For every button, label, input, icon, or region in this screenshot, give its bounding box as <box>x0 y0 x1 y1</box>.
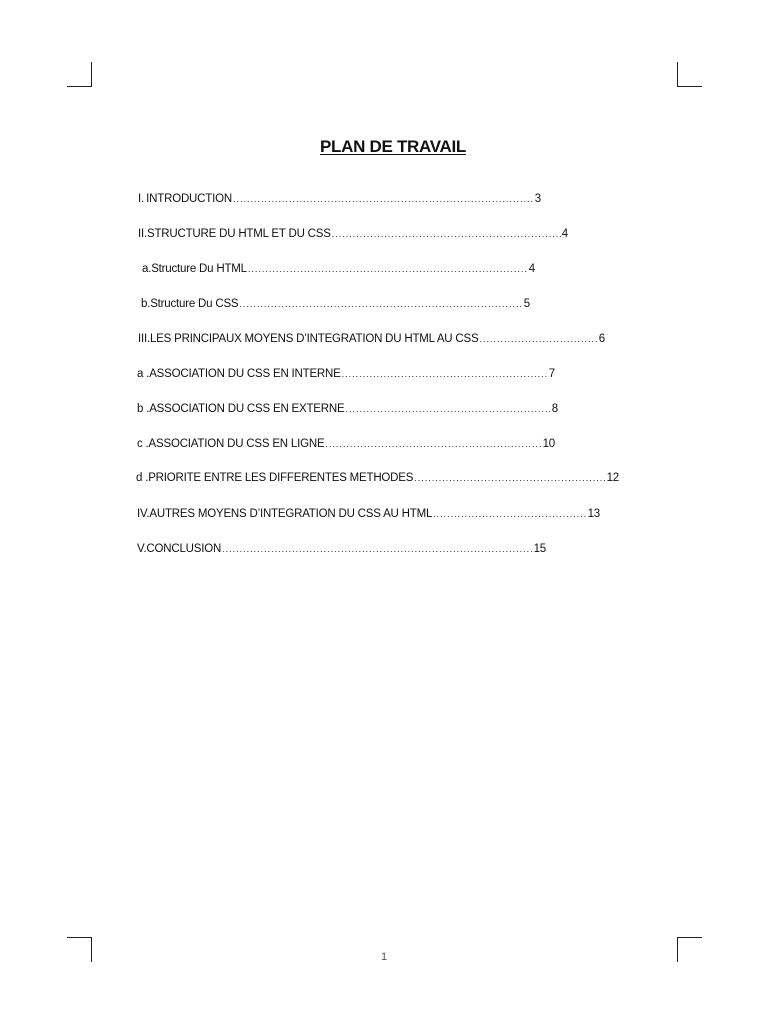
toc-entry-page: 13 <box>587 508 600 520</box>
toc-entry-number: IV. <box>137 508 150 520</box>
toc-dot-leader <box>325 437 541 451</box>
toc-entry-number: III. <box>138 333 150 345</box>
toc-entry-page: 7 <box>548 368 555 380</box>
toc-dot-leader <box>433 507 586 521</box>
toc-entry-label: CONCLUSION <box>146 543 222 555</box>
toc-entry-css-ligne <box>137 437 555 451</box>
toc-entry-page: 4 <box>528 263 535 275</box>
toc-entry-number: I. <box>138 193 144 205</box>
toc-dot-leader <box>342 367 548 381</box>
toc-entry-moyens-integration <box>138 332 605 346</box>
toc-entry-structure <box>138 227 568 241</box>
toc-dot-leader <box>414 471 605 485</box>
toc-entry-label: INTRODUCTION <box>146 193 232 205</box>
toc-entry-introduction <box>138 192 541 206</box>
toc-entry-page: 15 <box>533 543 546 555</box>
toc-entry-label: Structure Du HTML <box>151 263 247 275</box>
toc-entry-label: ASSOCIATION DU CSS EN INTERNE <box>149 368 341 380</box>
toc-entry-label: PRIORITE ENTRE LES DIFFERENTES METHODES <box>148 472 414 484</box>
toc-entry-structure-css <box>141 297 530 311</box>
toc-dot-leader <box>222 542 532 556</box>
toc-dot-leader <box>479 332 597 346</box>
toc-entry-conclusion <box>137 542 546 556</box>
toc-entry-css-interne <box>137 367 555 381</box>
toc-entry-number: V. <box>137 543 147 555</box>
toc-entry-number: b. <box>141 298 151 310</box>
toc-entry-page: 12 <box>606 472 619 484</box>
toc-entry-number: II. <box>138 228 147 240</box>
toc-entry-number: a . <box>137 368 150 380</box>
toc-entry-number: c . <box>137 438 149 450</box>
toc-entry-page: 6 <box>598 333 605 345</box>
toc-dot-leader <box>248 262 528 276</box>
toc-dot-leader <box>332 227 561 241</box>
toc-entry-page: 8 <box>551 403 558 415</box>
toc-entry-css-externe <box>137 402 558 416</box>
toc-entry-label: Structure Du CSS <box>150 298 239 310</box>
toc-entry-label: STRUCTURE DU HTML ET DU CSS <box>147 228 331 240</box>
toc-entry-number: b . <box>137 403 150 415</box>
toc-entry-number: d . <box>136 472 149 484</box>
toc-entry-label: LES PRINCIPAUX MOYENS D’INTEGRATION DU HTML AU CSS <box>149 333 479 345</box>
document-title: PLAN DE TRAVAIL <box>320 137 466 156</box>
toc-dot-leader <box>233 192 534 206</box>
toc-entry-label: ASSOCIATION DU CSS EN LIGNE <box>148 438 325 450</box>
toc-dot-leader <box>239 297 522 311</box>
toc-entry-page: 10 <box>542 438 555 450</box>
toc-entry-page: 4 <box>561 228 568 240</box>
toc-entry-page: 3 <box>534 193 541 205</box>
toc-entry-label: AUTRES MOYENS D’INTEGRATION DU CSS AU HTML <box>149 508 433 520</box>
toc-entry-structure-html <box>142 262 535 276</box>
toc-entry-priorite <box>136 471 619 485</box>
toc-entry-label: ASSOCIATION DU CSS EN EXTERNE <box>149 403 345 415</box>
toc-entry-number: a. <box>142 263 152 275</box>
page-number: 1 <box>380 951 388 963</box>
toc-entry-autres-moyens <box>137 507 600 521</box>
toc-entry-page: 5 <box>523 298 530 310</box>
toc-dot-leader <box>345 402 550 416</box>
